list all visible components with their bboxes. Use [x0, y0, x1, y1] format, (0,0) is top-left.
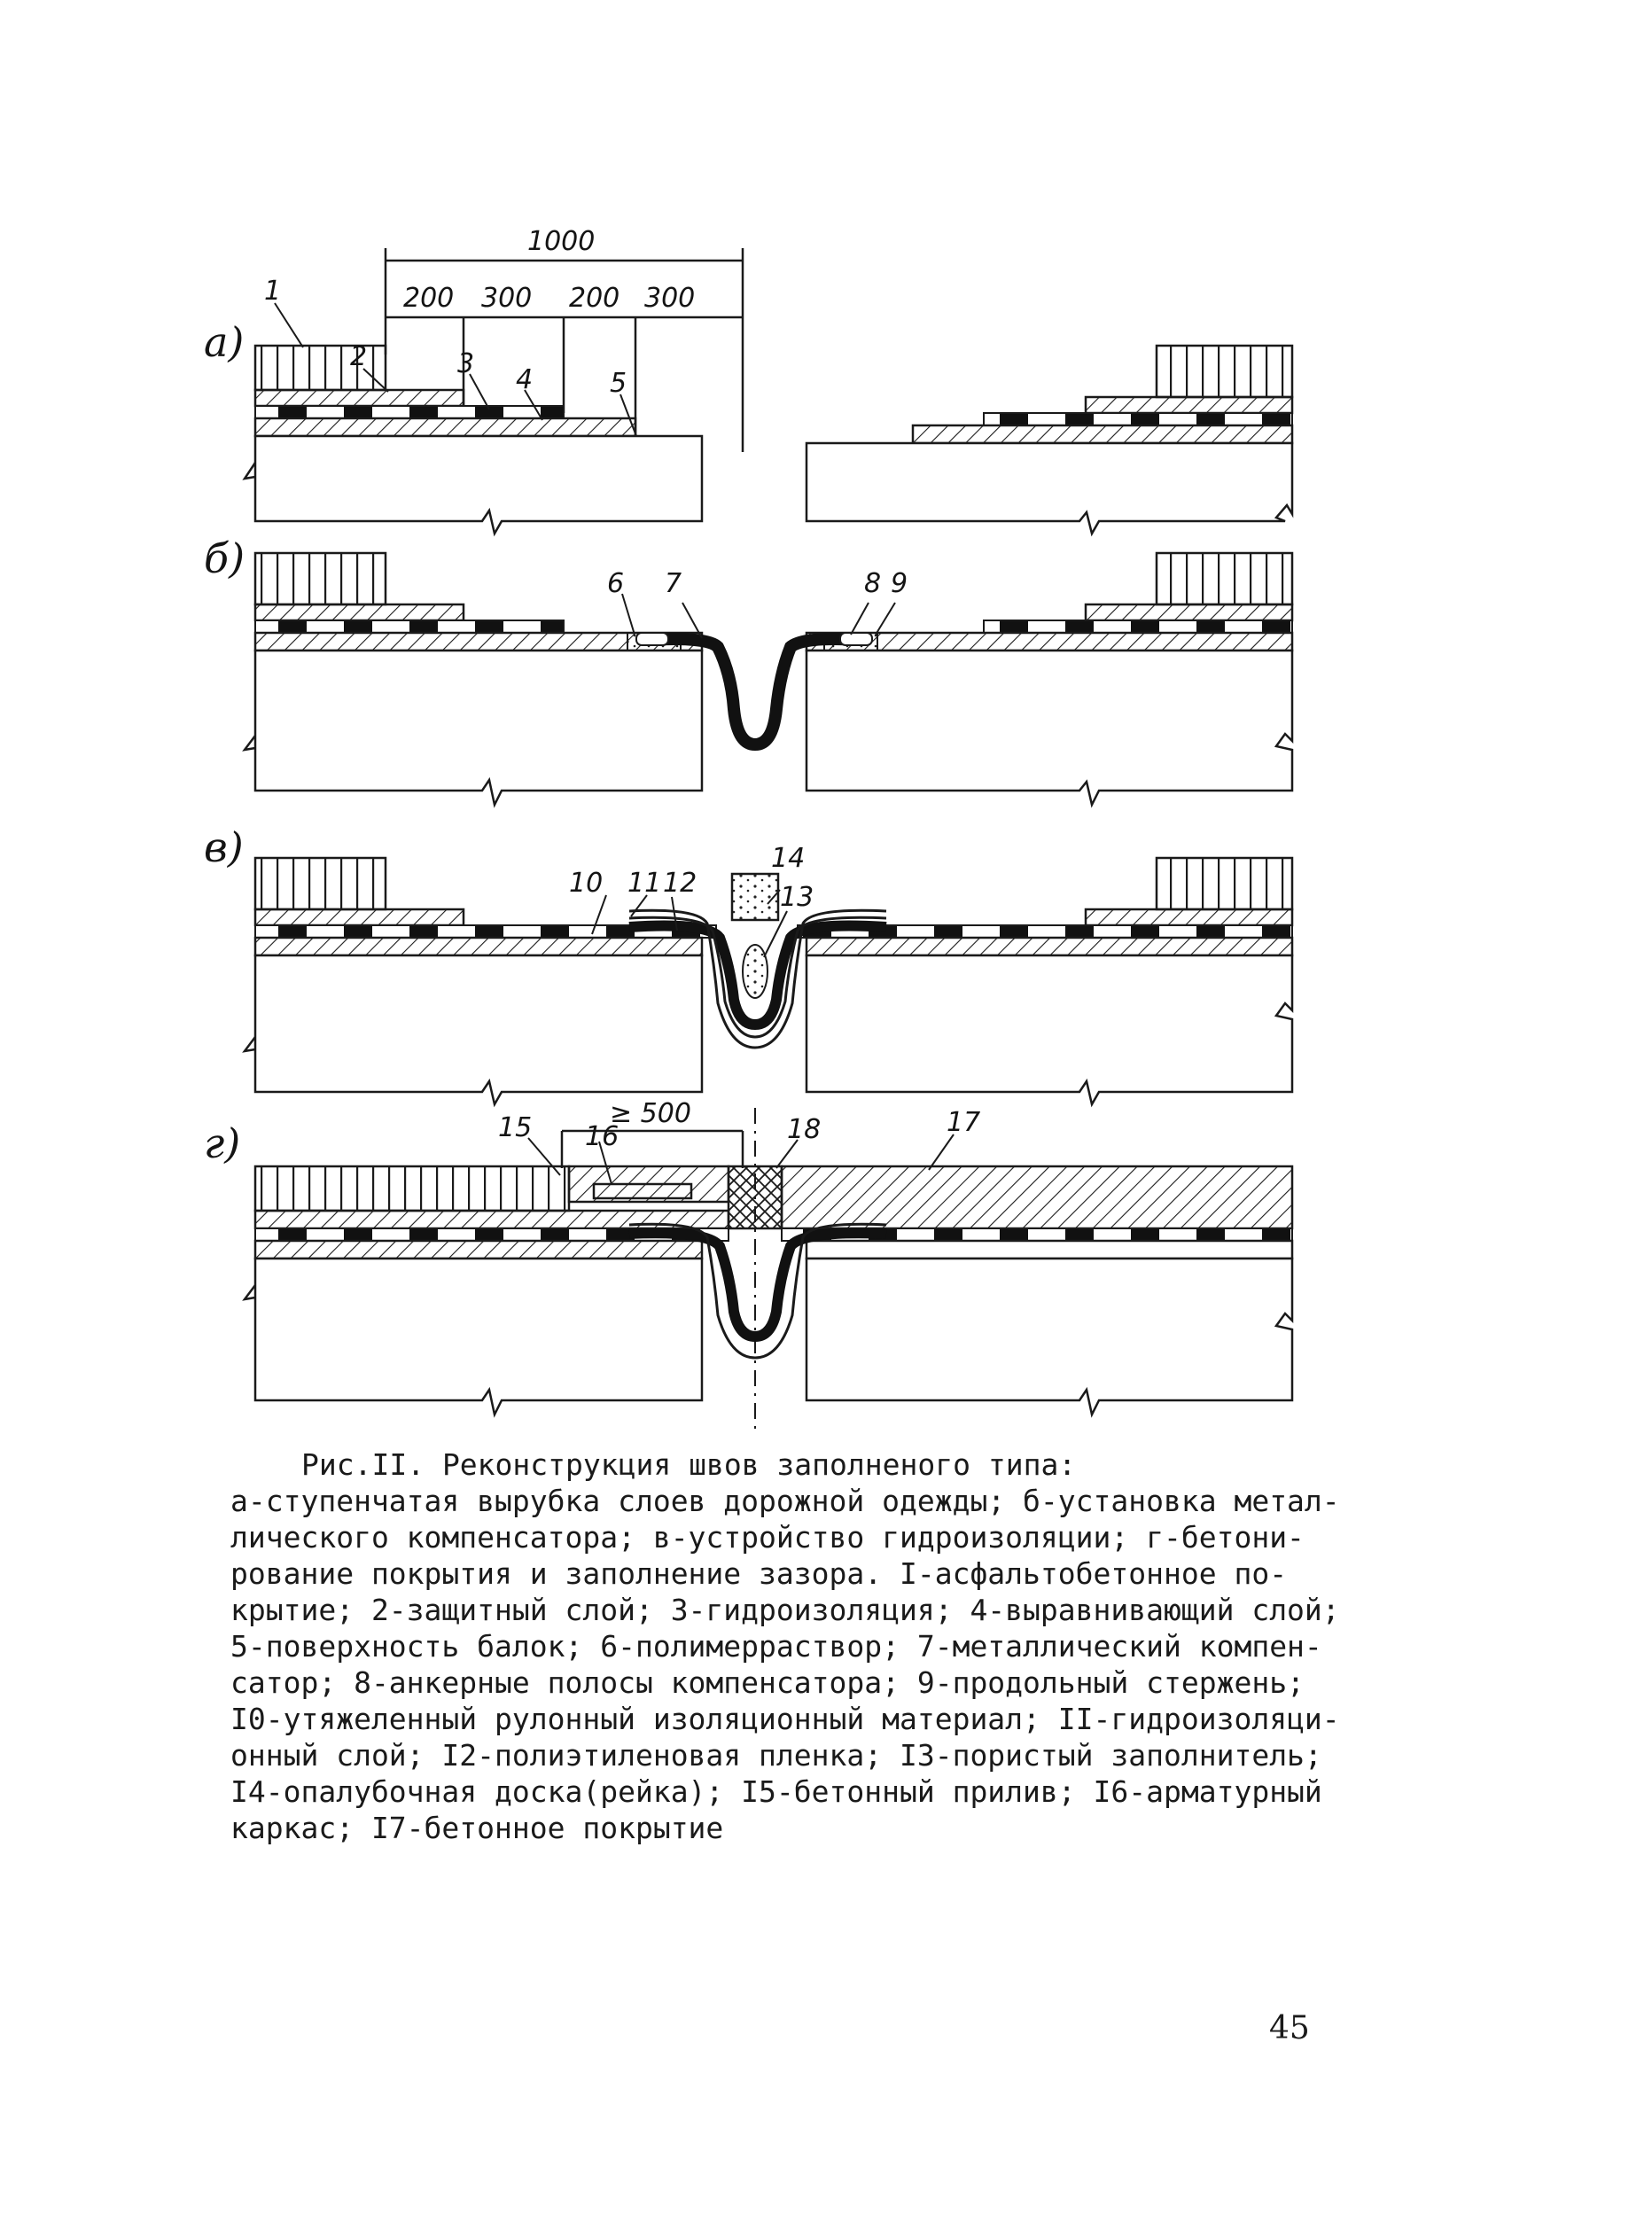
waterproofing-layer: [255, 406, 564, 418]
callout-17: 17: [947, 1107, 981, 1138]
protective-layer-right: [1086, 909, 1292, 925]
panel-g-label: г): [204, 1119, 241, 1167]
beam-right: [807, 1259, 1292, 1415]
protective-layer-right: [1086, 397, 1292, 413]
panel-a-label: а): [204, 318, 245, 366]
leveling-layer: [255, 418, 635, 436]
panel-b: [204, 534, 1292, 805]
callout-10: 10: [569, 868, 604, 899]
asphalt-layer: [255, 553, 386, 604]
beam-left: [255, 651, 702, 805]
callout-16: 16: [585, 1121, 620, 1152]
beam-right: [807, 443, 1292, 534]
callout-14: 14: [771, 843, 806, 874]
callout-7: 7: [665, 568, 682, 599]
beam-right: [807, 955, 1292, 1104]
caption-title: Рис.II. Реконструкция швов заполненого типа:: [301, 1447, 1077, 1482]
caption-line: I0-утяжеленный рулонный изоляционный материал; II-гидроизоляци-: [230, 1702, 1340, 1736]
dimension-segment-1: 200: [403, 283, 455, 314]
joint-reconstruction-drawing: [204, 213, 1365, 1454]
protective-layer: [255, 1211, 729, 1228]
porous-filler: [743, 945, 768, 998]
protective-layer: [255, 390, 464, 406]
anchor-strip-right: [840, 633, 872, 645]
beam-left: [255, 955, 702, 1104]
callout-1: 1: [264, 276, 282, 307]
caption-line: каркас; I7-бетонное покрытие: [230, 1811, 724, 1845]
callout-8: 8: [864, 568, 882, 599]
panel-v: [204, 823, 1292, 1104]
break-mark: [245, 1285, 255, 1299]
page-number: 45: [1269, 2010, 1310, 2046]
caption-line: крытие; 2-защитный слой; 3-гидроизоляция; 4-выравнивающий слой;: [230, 1593, 1340, 1627]
protective-layer: [255, 604, 464, 620]
beam-right: [807, 651, 1292, 805]
beam-left: [255, 436, 702, 534]
waterproofing-layer: [255, 620, 564, 633]
caption-line: сатор; 8-анкерные полосы компенсатора; 9-продольный стержень;: [230, 1665, 1305, 1700]
panel-v-label: в): [204, 823, 244, 871]
leveling-layer-right: [807, 938, 1292, 955]
callout-lines: [622, 594, 895, 638]
panel-b-label: б): [204, 534, 245, 582]
callout-12: 12: [663, 868, 697, 899]
caption-line: онный слой; I2-полиэтиленовая пленка; I3-пористый заполнитель;: [230, 1738, 1322, 1773]
caption-line: лического компенсатора; в-устройство гидроизоляции; г-бетони-: [230, 1520, 1305, 1555]
figure-caption: [230, 1446, 1418, 1846]
callout-6: 6: [607, 568, 625, 599]
dimension-segment-3: 200: [569, 283, 620, 314]
callout-18: 18: [787, 1114, 822, 1145]
technical-figure: [204, 213, 1365, 1454]
break-mark: [245, 1037, 255, 1051]
break-mark: [245, 736, 255, 750]
callout-13: 13: [780, 882, 814, 913]
leveling-layer-right: [807, 1241, 1292, 1259]
leveling-layer: [255, 1241, 702, 1259]
dimension-segment-4: 300: [644, 283, 696, 314]
leveling-layer-right: [807, 633, 1292, 651]
dimension-total: 1000: [527, 226, 596, 257]
leveling-layer-right: [913, 425, 1292, 443]
callout-4: 4: [516, 364, 534, 395]
asphalt-layer-right: [1157, 553, 1292, 604]
callout-9: 9: [891, 568, 908, 599]
caption-line: 5-поверхность балок; 6-полимерраствор; 7-металлический компен-: [230, 1629, 1322, 1664]
break-mark: [245, 463, 255, 479]
caption-line: I4-опалубочная доска(рейка); I5-бетонный прилив; I6-арматурный: [230, 1774, 1322, 1809]
callout-3: 3: [457, 348, 475, 379]
panel-g: [204, 1098, 1292, 1436]
asphalt-layer-right: [1157, 346, 1292, 397]
panel-a: [204, 226, 1292, 534]
asphalt-layer: [255, 1166, 569, 1211]
caption-line: рование покрытия и заполнение зазора. I-асфальтобетонное по-: [230, 1556, 1288, 1591]
asphalt-layer: [255, 858, 386, 909]
asphalt-layer-right: [1157, 858, 1292, 909]
leveling-layer: [255, 938, 702, 955]
callout-15: 15: [498, 1112, 533, 1143]
concrete-pavement: [782, 1166, 1292, 1228]
protective-layer: [255, 909, 464, 925]
beam-left: [255, 1259, 702, 1415]
protective-layer-right: [1086, 604, 1292, 620]
caption-line: а-ступенчатая вырубка слоев дорожной одежды; б-установка метал-: [230, 1484, 1340, 1518]
dimension-min-length: ≥ 500: [610, 1098, 691, 1129]
anchor-strip-left: [636, 633, 668, 645]
callout-11: 11: [627, 868, 662, 899]
waterproofing-layer-right: [984, 413, 1292, 425]
formwork-board: [732, 874, 778, 920]
callout-5: 5: [610, 368, 627, 399]
waterproofing-layer-right: [984, 620, 1292, 633]
callout-2: 2: [350, 341, 368, 372]
dimension-segment-2: 300: [481, 283, 533, 314]
